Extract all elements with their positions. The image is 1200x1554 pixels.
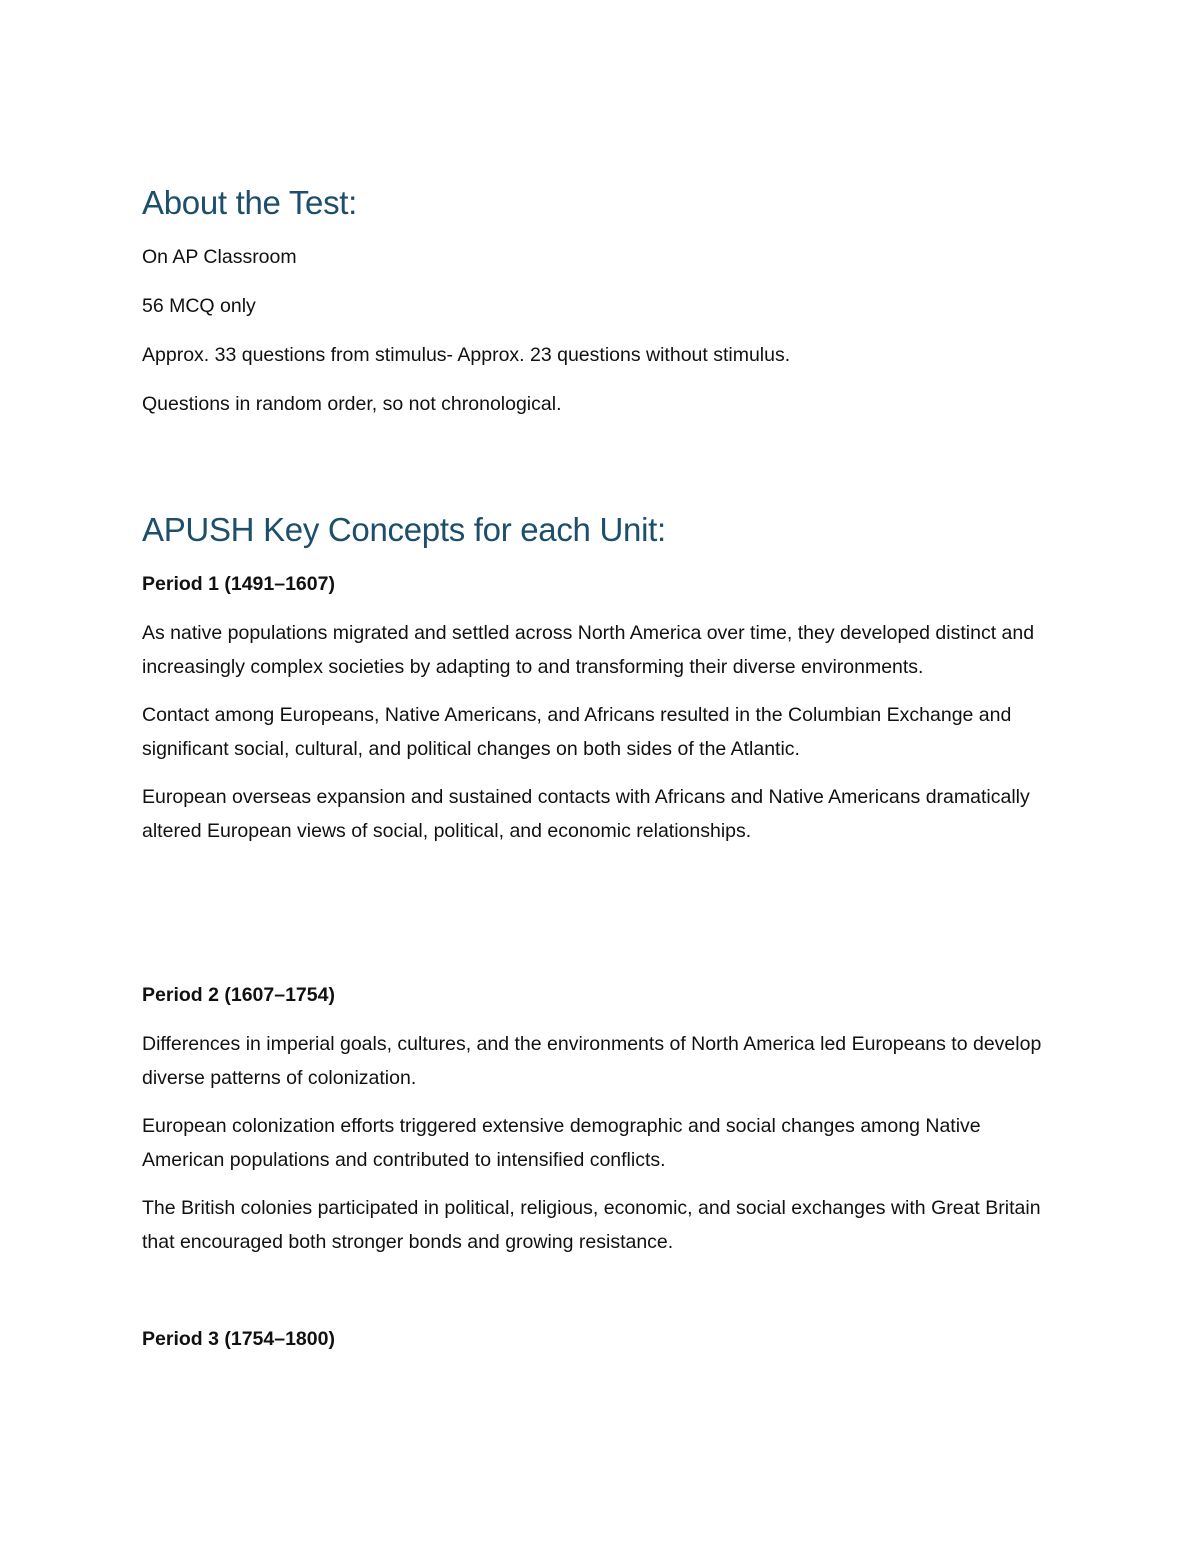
- about-line: 56 MCQ only: [142, 295, 256, 317]
- period-title: Period 2 (1607–1754): [142, 984, 335, 1006]
- concept-paragraph: European overseas expansion and sustained contacts with Africans and Native Americans dramatically altered European views of social, political, and economic relationships.: [142, 786, 1030, 842]
- concepts-heading: APUSH Key Concepts for each Unit:: [142, 511, 666, 548]
- concept-paragraph: Differences in imperial goals, cultures, and the environments of North America led Europeans to develop diverse patterns of colonization.: [142, 1033, 1042, 1089]
- about-line: On AP Classroom: [142, 246, 297, 268]
- period-section: [142, 978, 1052, 1273]
- about-list: [142, 240, 790, 436]
- period-section: [142, 1322, 335, 1371]
- concept-paragraph: As native populations migrated and settled across North America over time, they developed distinct and increasingly complex societies by adapting to and transforming their diverse environments.: [142, 622, 1035, 678]
- concept-paragraph: Contact among Europeans, Native Americans, and Africans resulted in the Columbian Exchange and significant social, cultural, and political changes on both sides of the Atlantic.: [142, 704, 1012, 760]
- period-title: Period 1 (1491–1607): [142, 573, 335, 595]
- period-title: Period 3 (1754–1800): [142, 1328, 335, 1350]
- about-heading: About the Test:: [142, 184, 358, 221]
- period-section: [142, 567, 1052, 862]
- about-line: Questions in random order, so not chronological.: [142, 393, 562, 415]
- concept-paragraph: The British colonies participated in political, religious, economic, and social exchanges with Great Britain that encouraged both stronger bonds and growing resistance.: [142, 1197, 1041, 1253]
- about-line: Approx. 33 questions from stimulus- Approx. 23 questions without stimulus.: [142, 344, 791, 366]
- concept-paragraph: European colonization efforts triggered extensive demographic and social changes among Native American populations and contributed to intensified conflicts.: [142, 1115, 981, 1171]
